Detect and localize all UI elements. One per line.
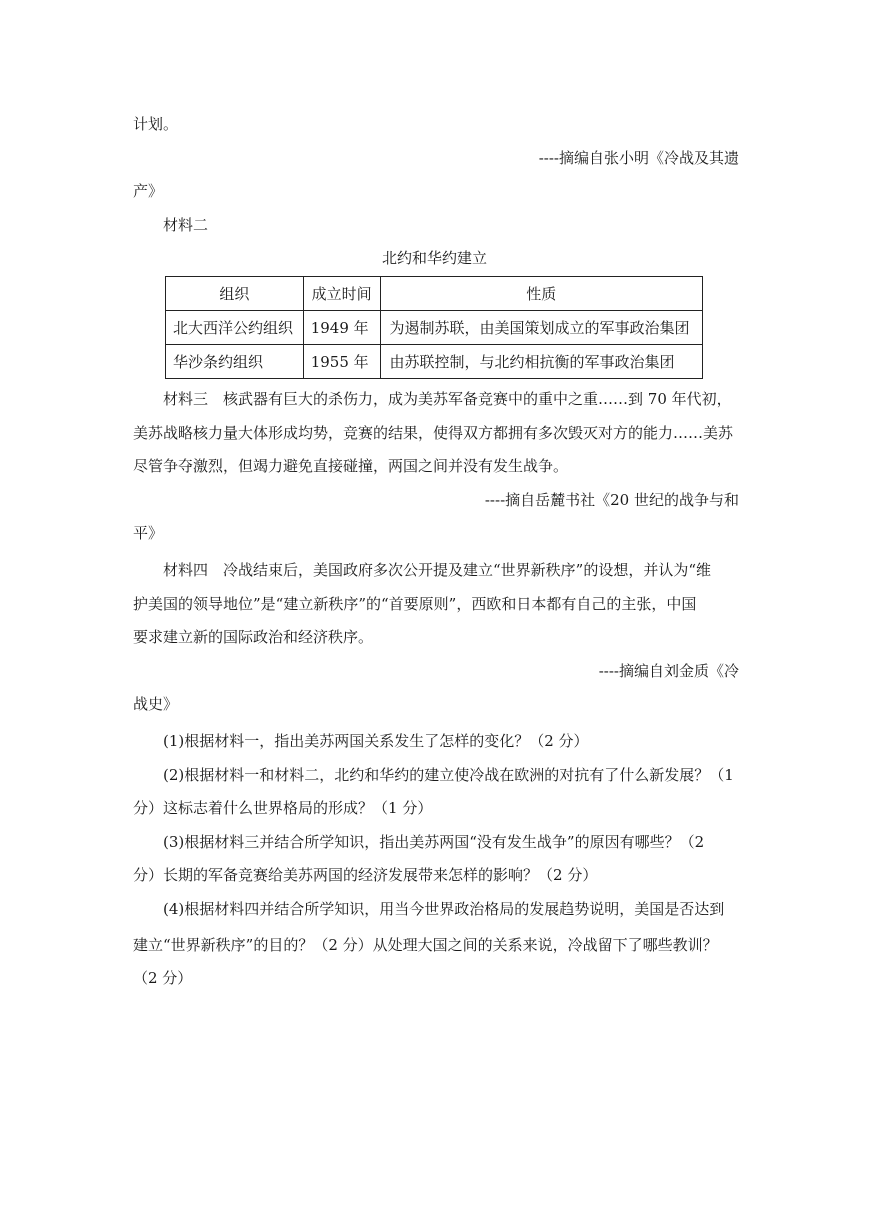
- paragraph-line: 尽管争夺激烈，但竭力避免直接碰撞，两国之间并没有发生战争。: [133, 457, 569, 475]
- question-3-cont: 分）长期的军备竞赛给美苏两国的经济发展带来怎样的影响？（2 分）: [133, 866, 598, 884]
- table-cell: 华沙条约组织: [166, 345, 304, 379]
- source-citation-cont: 产》: [133, 182, 164, 200]
- table-header-cell: 成立时间: [303, 277, 380, 311]
- paragraph-line: 计划。: [133, 115, 179, 133]
- source-citation-cont: 平》: [133, 524, 164, 542]
- table-header-row: [166, 277, 703, 311]
- table-cell: 由苏联控制，与北约相抗衡的军事政治集团: [380, 345, 702, 379]
- table-row: [166, 311, 703, 345]
- question-2: (2)根据材料一和材料二，北约和华约的建立使冷战在欧洲的对抗有了什么新发展？（1: [163, 766, 734, 784]
- paragraph-line: 材料四 冷战结束后，美国政府多次公开提及建立“世界新秩序”的设想，并认为“维: [163, 561, 712, 579]
- material-label: 材料二: [163, 216, 209, 234]
- question-2-cont: 分）这标志着什么世界格局的形成？（1 分）: [133, 799, 433, 817]
- paragraph-line: 材料三 核武器有巨大的杀伤力，成为美苏军备竞赛中的重中之重……到 70 年代初，: [163, 390, 732, 408]
- organization-table: [165, 276, 703, 379]
- paragraph-line: 美苏战略核力量大体形成均势，竞赛的结果，使得双方都拥有多次毁灭对方的能力……美苏: [133, 424, 734, 442]
- source-citation: ----摘编自刘金质《冷: [598, 662, 739, 680]
- table-cell: 北大西洋公约组织: [166, 311, 304, 345]
- table-cell: 为遏制苏联，由美国策划成立的军事政治集团: [380, 311, 702, 345]
- table-caption: 北约和华约建立: [381, 249, 487, 267]
- question-4-cont: 建立“世界新秩序”的目的？（2 分）从处理大国之间的关系来说，冷战留下了哪些教训？: [133, 936, 718, 954]
- source-citation: ----摘自岳麓书社《20 世纪的战争与和: [484, 491, 739, 509]
- question-3: (3)根据材料三并结合所学知识，指出美苏两国“没有发生战争”的原因有哪些？（2: [163, 833, 705, 851]
- source-citation: ----摘编自张小明《冷战及其遗: [538, 149, 739, 167]
- question-1: (1)根据材料一，指出美苏两国关系发生了怎样的变化？（2 分）: [163, 732, 589, 750]
- table-header-cell: 组织: [166, 277, 304, 311]
- table-header-cell: 性质: [380, 277, 702, 311]
- paragraph-line: 要求建立新的国际政治和经济秩序。: [133, 628, 374, 646]
- table-cell: 1949 年: [303, 311, 380, 345]
- paragraph-line: 护美国的领导地位”是“建立新秩序”的“首要原则”，西欧和日本都有自己的主张，中国: [133, 595, 697, 613]
- source-citation-cont: 战史》: [133, 695, 179, 713]
- table-cell: 1955 年: [303, 345, 380, 379]
- question-4: (4)根据材料四并结合所学知识，用当今世界政治格局的发展趋势说明，美国是否达到: [163, 900, 725, 918]
- question-4-score: （2 分）: [133, 969, 193, 987]
- table-row: [166, 345, 703, 379]
